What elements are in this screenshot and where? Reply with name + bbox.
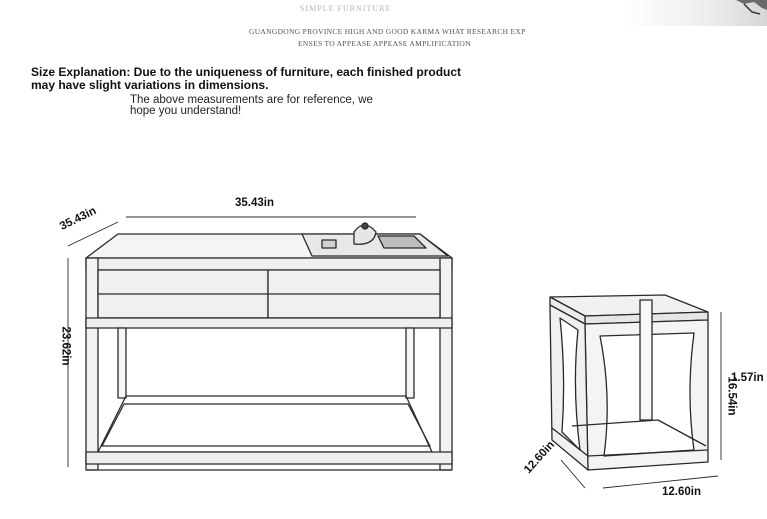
stool-drawing [550, 295, 721, 488]
table-width-label: 35.43in [235, 197, 274, 209]
table-depth-label: 35.43in [58, 204, 99, 233]
stool-seat-thickness-label: 1.57in [731, 372, 764, 384]
header-line-2: ENSES TO APPEASE APPEASE AMPLIFICATION [298, 39, 471, 48]
header-line-1: GUANGDONG PROVINCE HIGH AND GOOD KARMA WHAT RESEARCH EXP [249, 27, 526, 36]
stool-depth-label: 12.60in [522, 439, 558, 477]
size-explanation: Size Explanation: Due to the uniqueness of furniture, each finished product may have slight variations in dimensions. [31, 65, 462, 92]
stool-height-label: 16.54in [725, 376, 738, 416]
reference-note: The above measurements are for reference, we hope you understand! [130, 94, 373, 117]
stool-width-label: 12.60in [662, 486, 701, 498]
tea-table-drawing [68, 217, 452, 470]
table-height-label: 23.62in [59, 326, 72, 366]
header-faint-line: SIMPLE FURNITURE [300, 4, 392, 13]
